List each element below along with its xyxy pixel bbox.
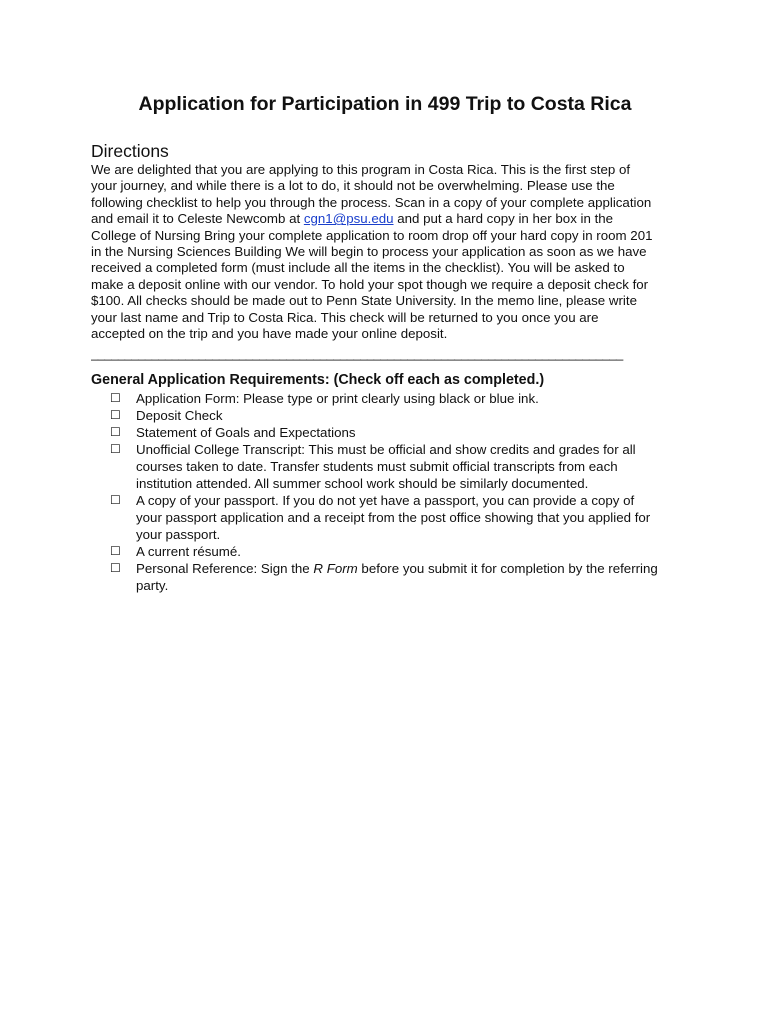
checkbox-icon[interactable]: ☐ bbox=[110, 391, 121, 405]
paragraph-line: College of Nursing Bring your complete application to room drop off your hard copy in room 201 bbox=[91, 227, 653, 243]
checklist-item-text: courses taken to date. Transfer students must submit official transcripts from each bbox=[136, 459, 618, 474]
paragraph-text: and put a hard copy in her box in the bbox=[397, 211, 614, 227]
checkbox-icon[interactable]: ☐ bbox=[110, 544, 121, 558]
checklist-item-text: your passport application and a receipt from the post office showing that you applied for bbox=[136, 510, 651, 525]
item-text-part: before you submit it for completion by the referring bbox=[357, 561, 658, 576]
paragraph-line: your journey, and while there is a lot to do, it should not be overwhelming. Please use the bbox=[91, 178, 615, 194]
checkbox-icon[interactable]: ☐ bbox=[110, 561, 121, 575]
checklist-item-text: Statement of Goals and Expectations bbox=[136, 425, 356, 440]
checklist-item-text: A copy of your passport. If you do not yet have a passport, you can provide a copy of bbox=[136, 493, 635, 508]
checklist-item bbox=[110, 390, 690, 407]
checklist-item-text: A current résumé. bbox=[136, 544, 241, 559]
checkbox-icon[interactable]: ☐ bbox=[110, 408, 121, 422]
paragraph-line: in the Nursing Sciences Building We will begin to process your application as soon as we have bbox=[91, 244, 647, 260]
directions-paragraph bbox=[91, 162, 691, 342]
paragraph-line: your last name and Trip to Costa Rica. This check will be returned to you once you are bbox=[91, 309, 599, 325]
r-form-reference: R Form bbox=[313, 561, 358, 576]
paragraph-line: following checklist to help you through the process. Scan in a copy of your complete application bbox=[91, 194, 652, 210]
paragraph-line: accepted on the trip and you have made your online deposit. bbox=[91, 326, 448, 342]
paragraph-line: $100. All checks should be made out to Penn State University. In the memo line, please write bbox=[91, 293, 637, 309]
paragraph-text: and email it to Celeste Newcomb at bbox=[91, 211, 301, 227]
paragraph-line bbox=[91, 211, 691, 227]
paragraph-line: make a deposit online with our vendor. To hold your spot though we require a deposit check for bbox=[91, 276, 649, 292]
item-text-part: Personal Reference: Sign the bbox=[136, 561, 314, 576]
checklist-item-text: party. bbox=[136, 578, 169, 593]
checklist-item-text: Deposit Check bbox=[136, 408, 223, 423]
paragraph-line: We are delighted that you are applying to this program in Costa Rica. This is the first step of bbox=[91, 162, 631, 177]
checklist-item bbox=[110, 492, 690, 543]
separator-rule: _______________________________________________________________________________ bbox=[91, 346, 623, 361]
checkbox-icon[interactable]: ☐ bbox=[110, 442, 121, 456]
checklist-item-text bbox=[136, 560, 690, 577]
checklist-item-text: Application Form: Please type or print clearly using black or blue ink. bbox=[136, 391, 539, 406]
paragraph-line: received a completed form (must include all the items in the checklist). You will be asked to bbox=[91, 260, 625, 276]
checkbox-icon[interactable]: ☐ bbox=[110, 493, 121, 507]
checklist-item-text: your passport. bbox=[136, 527, 221, 542]
checklist-item bbox=[110, 560, 690, 594]
checklist-item bbox=[110, 543, 690, 560]
checklist-item bbox=[110, 441, 690, 492]
checklist-item-text: Unofficial College Transcript: This must be official and show credits and grades for all bbox=[136, 442, 636, 457]
email-link[interactable]: cgn1@psu.edu bbox=[303, 211, 394, 227]
checklist-item bbox=[110, 407, 690, 424]
checklist-item-text: institution attended. All summer school work should be similarly documented. bbox=[136, 476, 589, 491]
checklist-item bbox=[110, 424, 690, 441]
requirements-heading: General Application Requirements: (Check off each as completed.) bbox=[91, 372, 545, 388]
checkbox-icon[interactable]: ☐ bbox=[110, 425, 121, 439]
page-title: Application for Participation in 499 Trip to Costa Rica bbox=[138, 93, 632, 115]
requirements-checklist bbox=[110, 390, 690, 594]
directions-heading: Directions bbox=[91, 141, 169, 161]
